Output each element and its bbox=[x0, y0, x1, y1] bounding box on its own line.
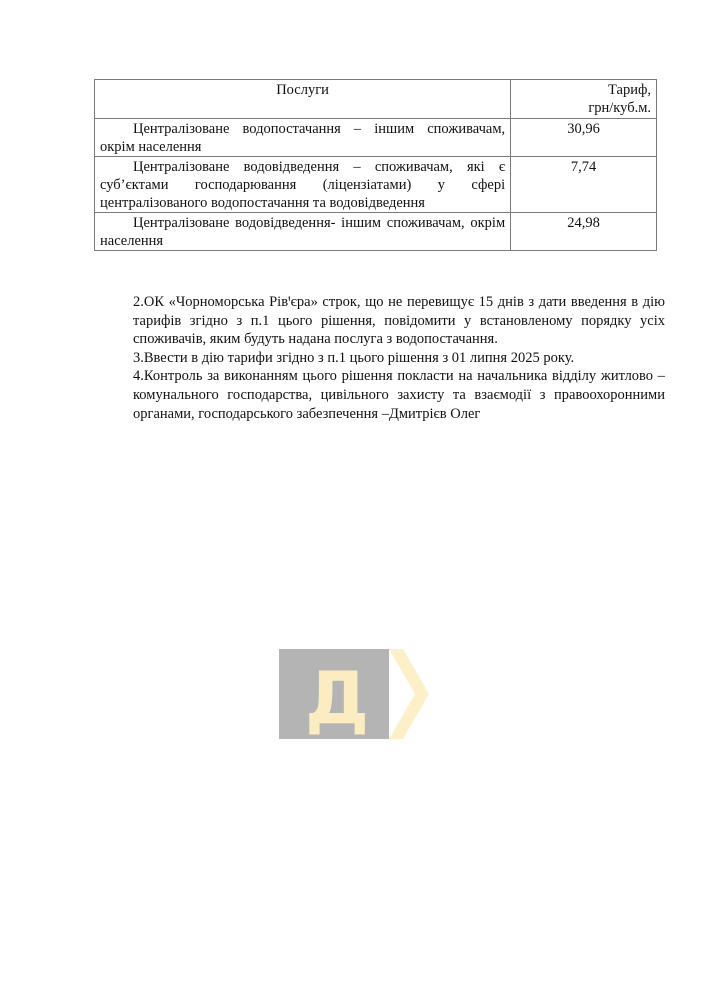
header-rate-line1: Тариф, bbox=[608, 82, 651, 98]
paragraph-item-4: 4.Контроль за виконанням цього рішення покласти на начальника відділу житлово – комунального господарства, цивільного захисту та взаємодії з правоохоронними органами, господарського забезпечення –Дмитрієв Олег bbox=[133, 368, 665, 422]
header-rate-line2: грн/куб.м. bbox=[588, 100, 651, 116]
table-row bbox=[95, 213, 657, 251]
rate-cell: 7,74 bbox=[511, 157, 657, 213]
tariff-table bbox=[94, 79, 657, 251]
chevron-right-icon bbox=[389, 649, 429, 739]
paragraph-item-2: 2.ОК «Чорноморська Рівꞌєра» строк, що не перевищує 15 днів з дати введення в дію тарифів згідно з п.1 цього рішення, повідомити у встановленому порядку усіх споживачів, яким будуть надана послуга з водопостачання. bbox=[133, 294, 665, 348]
rate-cell: 30,96 bbox=[511, 119, 657, 157]
decision-paragraphs bbox=[133, 293, 665, 423]
tariff-table-header bbox=[95, 80, 657, 119]
watermark-letter: Д bbox=[304, 656, 370, 739]
paragraph-item-3: 3.Ввести в дію тарифи згідно з п.1 цього рішення з 01 липня 2025 року. bbox=[133, 349, 575, 366]
header-service: Послуги bbox=[95, 80, 511, 119]
rate-cell: 24,98 bbox=[511, 213, 657, 251]
service-cell: Централізоване водовідведення- іншим споживачам, окрім населення bbox=[95, 213, 511, 251]
header-rate bbox=[511, 80, 657, 119]
table-row bbox=[95, 157, 657, 213]
table-row bbox=[95, 119, 657, 157]
service-cell: Централізоване водовідведення – споживачам, які є суб’єктами господарювання (ліцензіатами) у сфері централізованого водопостачання та водовідведення bbox=[95, 157, 511, 213]
watermark-logo-graphic bbox=[279, 649, 429, 739]
service-cell: Централізоване водопостачання – іншим споживачам, окрім населення bbox=[95, 119, 511, 157]
watermark-logo bbox=[279, 649, 429, 739]
